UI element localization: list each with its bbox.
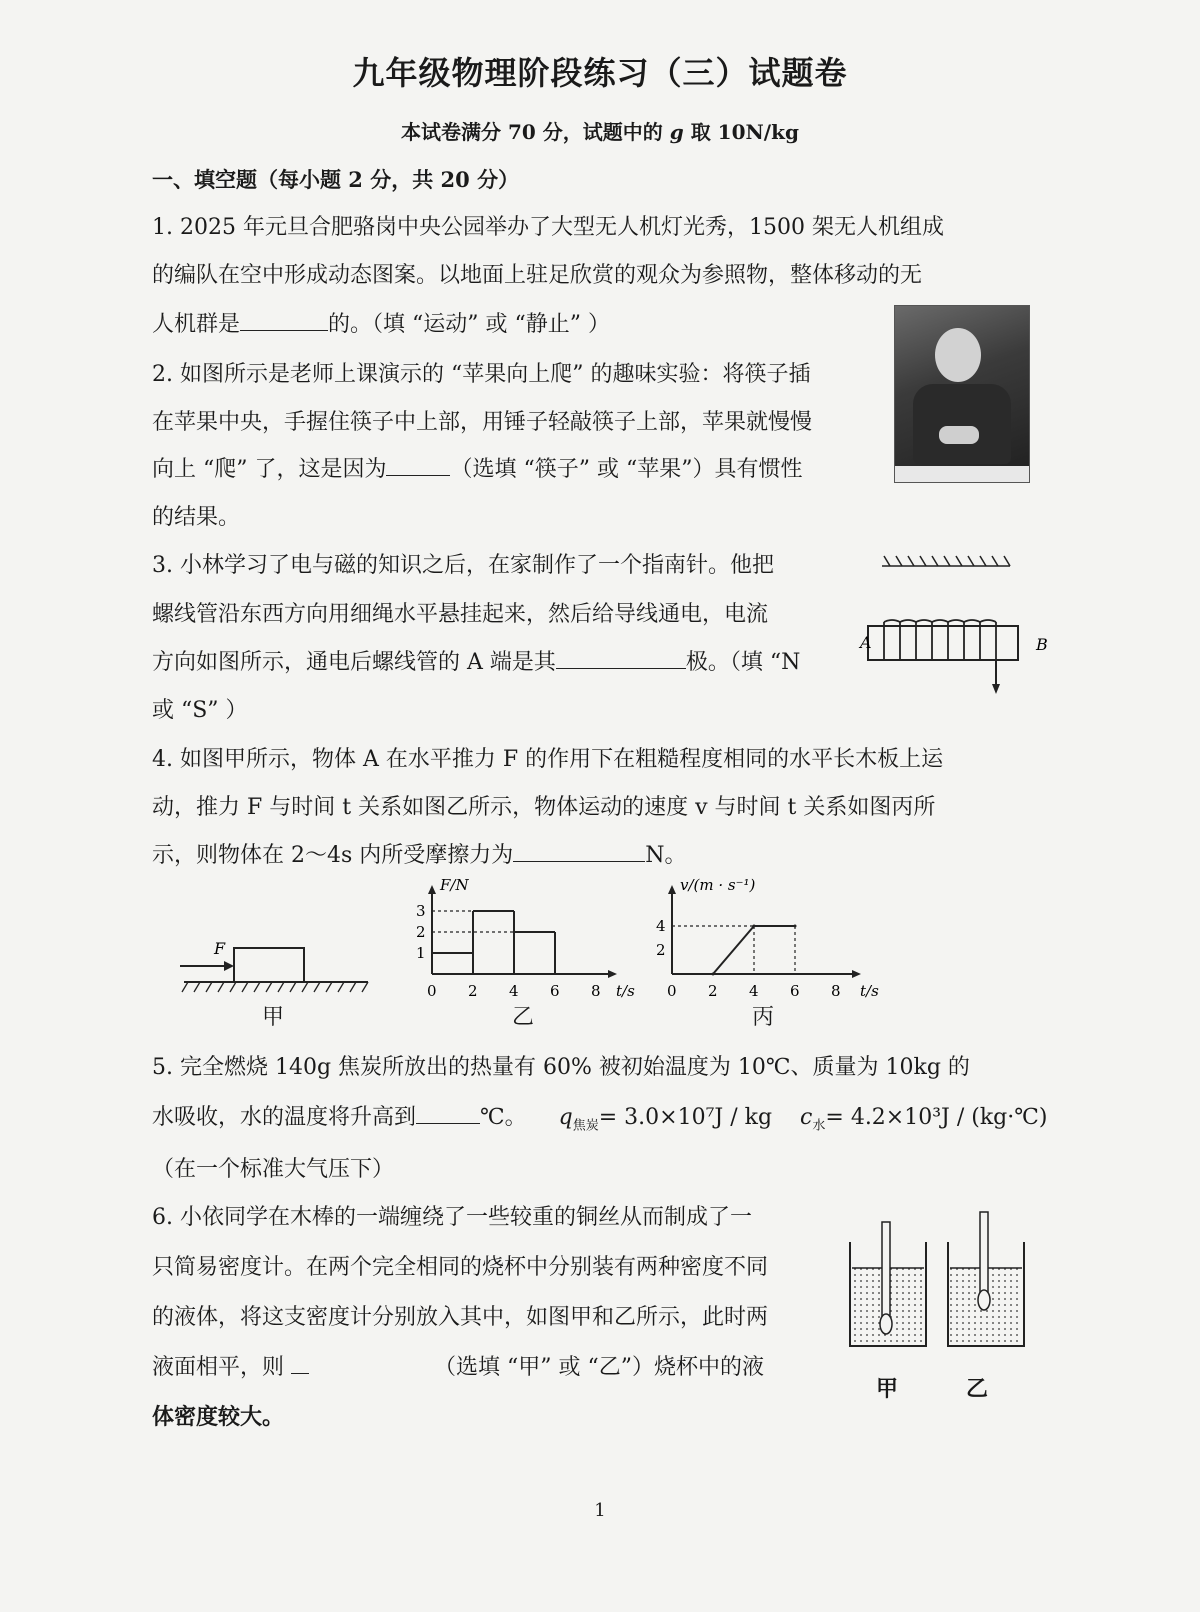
q2-line4: 的结果。 xyxy=(152,505,241,530)
vt-x-axis-label: t/s xyxy=(860,982,879,1000)
vt-x-tick-label: 6 xyxy=(790,982,800,1000)
q3-line3 xyxy=(152,645,800,676)
vt-x-tick-label: 2 xyxy=(708,982,718,1000)
q4-force-time-chart xyxy=(416,876,640,1008)
ft-x-axis-label: t/s xyxy=(616,982,635,1000)
q2-line3 xyxy=(152,452,802,483)
q5-line2 xyxy=(152,1100,1047,1133)
q1-answer-blank[interactable] xyxy=(240,310,328,331)
ft-x-tick-label: 2 xyxy=(468,982,478,1000)
q1-line3-post: 的。（填 “运动” 或 “静止” ） xyxy=(328,312,610,337)
q2-line1: 2. 如图所示是老师上课演示的 “苹果向上爬” 的趣味实验：将筷子插 xyxy=(152,362,811,387)
ft-y-tick-label: 3 xyxy=(416,902,426,920)
ft-y-tick-label: 2 xyxy=(416,923,426,941)
vt-x-tick-label: 4 xyxy=(749,982,759,1000)
q5-line1: 5. 完全燃烧 140g 焦炭所放出的热量有 60% 被初始温度为 10℃、质量为 10kg 的 xyxy=(152,1055,970,1080)
q4-block-figure xyxy=(178,930,378,1000)
teacher-head-shape xyxy=(935,328,981,382)
q1-line2: 的编队在空中形成动态图案。以地面上驻足欣赏的观众为参照物，整体移动的无 xyxy=(152,263,923,288)
photo-table-shape xyxy=(895,466,1029,482)
vt-x-tick-label: 0 xyxy=(667,982,677,1000)
vt-x-tick-label: 8 xyxy=(831,982,841,1000)
beaker-a xyxy=(850,1222,926,1346)
current-arrow-icon xyxy=(992,684,1000,694)
force-label: F xyxy=(214,939,226,958)
q3-line2: 螺线管沿东西方向用细绳水平悬挂起来，然后给导线通电，电流 xyxy=(152,602,769,627)
q6-line2: 只简易密度计。在两个完全相同的烧杯中分别装有两种密度不同 xyxy=(152,1255,769,1280)
ft-y-axis-label: F/N xyxy=(440,876,469,894)
q3-line1: 3. 小林学习了电与磁的知识之后，在家制作了一个指南针。他把 xyxy=(152,553,774,578)
ft-y-axis-arrow-icon xyxy=(428,885,436,894)
teacher-body-shape xyxy=(913,384,1011,464)
q2-line2: 在苹果中央，手握住筷子中上部，用锤子轻敲筷子上部，苹果就慢慢 xyxy=(152,410,813,435)
page-number: 1 xyxy=(594,1500,606,1521)
section-title: 一、填空题（每小题 2 分，共 20 分） xyxy=(152,167,520,192)
ceiling-hatch xyxy=(882,556,1010,566)
vt-data-point xyxy=(712,973,715,976)
vt-y-tick-label: 2 xyxy=(656,941,666,959)
subtitle-g: g xyxy=(669,120,684,144)
q3-solenoid-figure xyxy=(860,548,1060,708)
q4-fig-b-caption: 乙 xyxy=(512,1005,535,1030)
q2-line3-pre: 向上 “爬” 了，这是因为 xyxy=(152,457,387,482)
vt-y-axis-label: v/(m · s⁻¹) xyxy=(680,876,756,894)
q6-line5: 体密度较大。 xyxy=(152,1404,285,1430)
q5-specific-heat-formula: $c_水= 4.2\times 10^3J$ / (kg·℃) xyxy=(800,1105,1048,1134)
subtitle-pre: 本试卷满分 70 分，试题中的 xyxy=(401,120,663,144)
q6-line3: 的液体，将这支密度计分别放入其中，如图甲和乙所示，此时两 xyxy=(152,1305,769,1330)
q2-photo xyxy=(894,305,1030,483)
ft-x-tick-label: 8 xyxy=(591,982,601,1000)
hydrometer-a-bulb xyxy=(880,1314,892,1334)
q4-answer-blank[interactable] xyxy=(513,841,645,862)
q5-line2-post: ℃。 xyxy=(480,1105,527,1130)
board-hatch xyxy=(182,982,368,992)
q6-fig-b-caption: 乙 xyxy=(966,1376,989,1402)
vt-y-axis-arrow-icon xyxy=(668,885,676,894)
q4-line2: 动，推力 F 与时间 t 关系如图乙所示，物体运动的速度 v 与时间 t 关系如图丙所 xyxy=(152,795,936,820)
hydrometer-a xyxy=(882,1222,890,1322)
hydrometer-b-bulb xyxy=(978,1290,990,1310)
vt-y-tick-label: 4 xyxy=(656,917,666,935)
q5-line2-pre: 水吸收，水的温度将升高到 xyxy=(152,1105,417,1130)
q1-line3 xyxy=(152,307,610,338)
solenoid-label-b: B xyxy=(1036,635,1048,654)
teacher-hand-shape xyxy=(939,426,979,444)
ft-y-tick-label: 1 xyxy=(416,944,426,962)
q6-line1: 6. 小依同学在木棒的一端缠绕了一些较重的铜丝从而制成了一 xyxy=(152,1205,752,1230)
ft-x-tick-label: 6 xyxy=(550,982,560,1000)
vt-data-point xyxy=(794,925,797,928)
q6-fig-a-caption: 甲 xyxy=(876,1376,899,1402)
q4-line3-post: N。 xyxy=(645,843,687,868)
force-arrow-icon xyxy=(224,961,234,971)
q6-hydrometer-figure xyxy=(846,1212,1036,1352)
q4-line3 xyxy=(152,838,687,869)
q3-answer-blank[interactable] xyxy=(556,648,686,669)
page-subtitle xyxy=(0,116,1200,145)
subtitle-post: 取 10N/kg xyxy=(690,120,799,144)
q6-answer-blank[interactable] xyxy=(291,1353,309,1374)
q4-fig-c-caption: 丙 xyxy=(752,1005,775,1030)
hydrometer-b xyxy=(980,1212,988,1296)
vt-x-axis-arrow-icon xyxy=(852,970,861,978)
q5-answer-blank[interactable] xyxy=(416,1103,480,1124)
ft-x-tick-label: 0 xyxy=(427,982,437,1000)
ft-x-tick-label: 4 xyxy=(509,982,519,1000)
q5-heat-value-formula: $q_{焦炭}= 3.0\times 10^7J$ / kg xyxy=(558,1105,773,1134)
q1-line3-pre: 人机群是 xyxy=(152,312,241,337)
page-title: 九年级物理阶段练习（三）试题卷 xyxy=(352,54,848,92)
q4-velocity-time-chart xyxy=(656,876,910,1008)
solenoid-label-a: A xyxy=(860,633,872,652)
q3-line4: 或 “S” ） xyxy=(152,698,248,723)
q4-line1: 4. 如图甲所示，物体 A 在水平推力 F 的作用下在粗糙程度相同的水平长木板上运 xyxy=(152,747,944,772)
q6-line4 xyxy=(152,1350,764,1381)
q5-line3: （在一个标准大气压下） xyxy=(152,1157,395,1182)
q2-answer-blank[interactable] xyxy=(386,455,450,476)
q4-fig-a-caption: 甲 xyxy=(262,1005,285,1030)
q2-line3-post: （选填 “筷子” 或 “苹果”）具有惯性 xyxy=(450,457,803,482)
q1-line1: 1. 2025 年元旦合肥骆岗中央公园举办了大型无人机灯光秀，1500 架无人机组成 xyxy=(152,215,944,240)
q3-line3-post: 极。（填 “N xyxy=(685,650,801,675)
block-a xyxy=(234,948,304,982)
vt-data-point xyxy=(753,925,756,928)
beaker-b xyxy=(948,1212,1024,1346)
ft-x-axis-arrow-icon xyxy=(608,970,617,978)
q6-line4-post: （选填 “甲” 或 “乙”）烧杯中的液 xyxy=(434,1355,764,1380)
q6-line4-pre: 液面相平，则 xyxy=(152,1355,285,1380)
q3-line3-pre: 方向如图所示，通电后螺线管的 A 端是其 xyxy=(152,650,556,675)
q4-line3-pre: 示，则物体在 2～4s 内所受摩擦力为 xyxy=(152,843,514,868)
